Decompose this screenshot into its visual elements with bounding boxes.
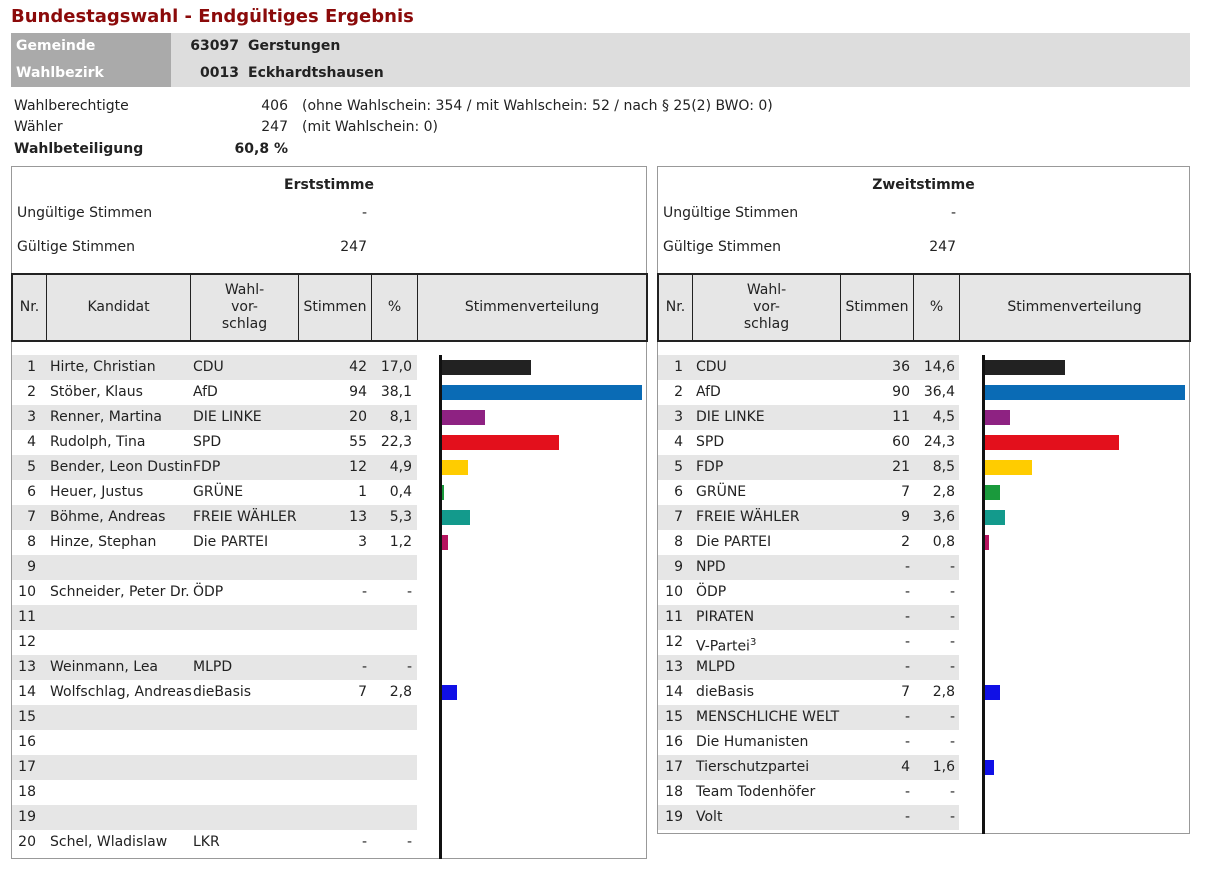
zweit-table-row (658, 730, 1189, 755)
zweitstimme-panel (657, 166, 1190, 834)
votes-count: 2 (901, 534, 910, 550)
zweit-ungueltig-label: Ungültige Stimmen (663, 205, 799, 221)
row-nr: 7 (674, 509, 683, 525)
vote-percent: 0,8 (932, 534, 955, 550)
row-nr: 7 (27, 509, 36, 525)
votes-count: 9 (901, 509, 910, 525)
zweit-table-row (658, 555, 1189, 580)
vote-percent: - (949, 609, 955, 625)
vote-bar-fdp (985, 460, 1032, 475)
erst-table-row (12, 780, 646, 805)
row-nr: 10 (665, 584, 683, 600)
party-name: Die PARTEI (193, 534, 269, 550)
votes-count: - (904, 584, 910, 600)
row-nr: 9 (674, 559, 683, 575)
candidate-name: Schel, Wladislaw (50, 834, 168, 850)
zweit-table-row (658, 755, 1189, 780)
votes-count: 94 (349, 384, 367, 400)
zweit-col-wahl-line3: schlag (743, 316, 790, 332)
votes-count: 36 (892, 359, 910, 375)
zweit-gueltig-value: 247 (929, 239, 956, 255)
row-nr: 5 (674, 459, 683, 475)
row-nr: 4 (27, 434, 36, 450)
row-nr: 16 (665, 734, 683, 750)
votes-count: 55 (349, 434, 367, 450)
erst-table-row (12, 680, 646, 705)
row-nr: 13 (665, 659, 683, 675)
row-nr: 5 (27, 459, 36, 475)
vote-bar-diebasis (985, 685, 1000, 700)
row-nr: 4 (674, 434, 683, 450)
party-name: GRÜNE (193, 484, 244, 500)
zweit-col-pct: % (914, 275, 960, 340)
vote-percent: 5,3 (389, 509, 412, 525)
row-nr: 8 (674, 534, 683, 550)
vote-percent: - (949, 809, 955, 825)
zweit-table-row (658, 580, 1189, 605)
row-nr: 9 (27, 559, 36, 575)
erst-col-wahlvorschlag (191, 275, 299, 340)
zweit-table-header (657, 273, 1191, 342)
vote-bar-grüne (442, 485, 444, 500)
votes-count: 7 (901, 484, 910, 500)
votes-count: - (361, 834, 367, 850)
row-nr: 17 (665, 759, 683, 775)
zweit-table-row (658, 630, 1189, 655)
erst-table-row (12, 605, 646, 630)
erst-col-verteilung: Stimmenverteilung (464, 299, 600, 315)
waehler-value: 247 (261, 119, 288, 135)
votes-count: 12 (349, 459, 367, 475)
erst-table-row (12, 755, 646, 780)
party-name: DIE LINKE (696, 409, 765, 425)
vote-percent: 2,8 (932, 484, 955, 500)
row-shade (12, 805, 417, 830)
zweit-table-row (658, 780, 1189, 805)
candidate-name: Böhme, Andreas (50, 509, 166, 525)
erststimme-title: Erststimme (284, 177, 374, 193)
votes-count: 3 (358, 534, 367, 550)
waehler-note: (mit Wahlschein: 0) (302, 119, 438, 135)
votes-count: 20 (349, 409, 367, 425)
party-name: Team Todenhöfer (696, 784, 816, 800)
zweit-gueltig-label: Gültige Stimmen (663, 239, 781, 255)
vote-percent: 1,2 (389, 534, 412, 550)
row-nr: 6 (674, 484, 683, 500)
candidate-name: Hirte, Christian (50, 359, 156, 375)
zweit-col-wahlvorschlag (693, 275, 841, 340)
erst-table-row (12, 655, 646, 680)
wahlberechtigte-label: Wahlberechtigte (14, 98, 129, 114)
wahlberechtigte-value: 406 (261, 98, 288, 114)
row-shade (12, 555, 417, 580)
party-name: Tierschutzpartei (696, 759, 810, 775)
party-name: dieBasis (193, 684, 252, 700)
vote-bar-diebasis (442, 685, 457, 700)
vote-percent: 2,8 (389, 684, 412, 700)
vote-bar-spd (442, 435, 559, 450)
vote-bar-afd (985, 385, 1185, 400)
wahlberechtigte-note: (ohne Wahlschein: 354 / mit Wahlschein: 52 / nach § 25(2) BWO: 0) (302, 98, 773, 114)
vote-bar-tierschutzpartei (985, 760, 994, 775)
party-name: SPD (696, 434, 725, 450)
vote-percent: - (406, 584, 412, 600)
vote-percent: 2,8 (932, 684, 955, 700)
votes-count: - (904, 734, 910, 750)
party-name: AfD (193, 384, 218, 400)
party-name: PIRATEN (696, 609, 755, 625)
erst-table-row (12, 580, 646, 605)
wahlbeteiligung-label: Wahlbeteiligung (14, 141, 144, 157)
row-nr: 19 (18, 809, 36, 825)
vote-percent: 24,3 (923, 434, 955, 450)
vote-bar-grüne (985, 485, 1000, 500)
row-nr: 15 (665, 709, 683, 725)
party-name: SPD (193, 434, 222, 450)
footnote-marker: 3 (749, 637, 757, 648)
zweit-table-row (658, 355, 1189, 380)
votes-count: - (904, 609, 910, 625)
row-nr: 6 (27, 484, 36, 500)
wahlbeteiligung-value: 60,8 % (234, 141, 288, 157)
erst-table-row (12, 505, 646, 530)
votes-count: 42 (349, 359, 367, 375)
votes-count: 21 (892, 459, 910, 475)
row-nr: 12 (665, 634, 683, 650)
vote-percent: 14,6 (923, 359, 955, 375)
erst-table-row (12, 355, 646, 380)
zweit-table-row (658, 655, 1189, 680)
row-nr: 15 (18, 709, 36, 725)
party-name: DIE LINKE (193, 409, 262, 425)
zweitstimme-title: Zweitstimme (872, 177, 975, 193)
votes-count: - (361, 659, 367, 675)
votes-count: - (904, 709, 910, 725)
candidate-name: Renner, Martina (50, 409, 162, 425)
erst-col-wahl-line3: schlag (221, 316, 268, 332)
row-shade (12, 705, 417, 730)
row-nr: 10 (18, 584, 36, 600)
candidate-name: Rudolph, Tina (50, 434, 146, 450)
erst-col-wahl-line2: vor- (231, 299, 258, 315)
vote-bar-cdu (985, 360, 1065, 375)
erst-table-row (12, 630, 646, 655)
zweit-table-row (658, 805, 1189, 830)
party-name: FREIE WÄHLER (193, 509, 297, 525)
vote-percent: - (949, 734, 955, 750)
row-nr: 17 (18, 759, 36, 775)
row-nr: 14 (18, 684, 36, 700)
zweit-table-row (658, 705, 1189, 730)
erst-table-row (12, 830, 646, 855)
vote-bar-die-partei (442, 535, 448, 550)
erst-col-stimmen: Stimmen (299, 275, 372, 340)
zweit-table-row (658, 605, 1189, 630)
row-shade (12, 605, 417, 630)
zweit-table-row (658, 405, 1189, 430)
vote-percent: - (949, 584, 955, 600)
party-name: FREIE WÄHLER (696, 509, 800, 525)
vote-percent: 4,9 (389, 459, 412, 475)
votes-count: - (361, 584, 367, 600)
party-name: dieBasis (696, 684, 755, 700)
votes-count: 7 (901, 684, 910, 700)
candidate-name: Schneider, Peter Dr. (50, 584, 190, 600)
erst-col-pct: % (372, 275, 418, 340)
erst-table-row (12, 805, 646, 830)
row-nr: 19 (665, 809, 683, 825)
party-name: AfD (696, 384, 721, 400)
vote-bar-cdu (442, 360, 531, 375)
vote-percent: - (949, 559, 955, 575)
erst-ungueltig-value: - (361, 205, 367, 221)
row-nr: 11 (665, 609, 683, 625)
erst-table-row (12, 555, 646, 580)
vote-bar-afd (442, 385, 642, 400)
party-name: Die PARTEI (696, 534, 772, 550)
candidate-name: Wolfschlag, Andreas (50, 684, 192, 700)
party-name: Volt (696, 809, 723, 825)
zweit-table-row (658, 530, 1189, 555)
row-nr: 3 (27, 409, 36, 425)
votes-count: 7 (358, 684, 367, 700)
votes-count: 1 (358, 484, 367, 500)
votes-count: 11 (892, 409, 910, 425)
party-name: MLPD (696, 659, 736, 675)
erst-table-row (12, 530, 646, 555)
vote-percent: 0,4 (389, 484, 412, 500)
vote-percent: - (949, 709, 955, 725)
votes-count: - (904, 784, 910, 800)
vote-percent: 8,1 (389, 409, 412, 425)
zweit-col-stimmen: Stimmen (841, 275, 914, 340)
zweit-col-verteilung: Stimmenverteilung (1007, 299, 1142, 315)
erst-table-row (12, 705, 646, 730)
party-name: MLPD (193, 659, 233, 675)
votes-count: - (904, 559, 910, 575)
vote-percent: 17,0 (380, 359, 412, 375)
votes-count: - (904, 809, 910, 825)
erst-col-nr: Nr. (13, 275, 47, 340)
vote-percent: - (949, 784, 955, 800)
candidate-name: Heuer, Justus (50, 484, 144, 500)
wahlbezirk-label: Wahlbezirk (11, 60, 171, 87)
row-nr: 8 (27, 534, 36, 550)
row-nr: 20 (18, 834, 36, 850)
zweit-table-row (658, 480, 1189, 505)
party-name: GRÜNE (696, 484, 747, 500)
votes-count: 4 (901, 759, 910, 775)
party-name: Die Humanisten (696, 734, 809, 750)
vote-bar-die-linke (985, 410, 1010, 425)
page-title: Bundestagswahl - Endgültiges Ergebnis (11, 6, 414, 27)
erst-table-row (12, 405, 646, 430)
vote-bar-die-partei (985, 535, 989, 550)
zweit-col-wahl-line2: vor- (753, 299, 780, 315)
votes-count: 13 (349, 509, 367, 525)
erststimme-panel (11, 166, 647, 859)
vote-percent: 38,1 (380, 384, 412, 400)
votes-count: 60 (892, 434, 910, 450)
party-name: MENSCHLICHE WELT (696, 709, 840, 725)
zweit-col-wahl-line1: Wahl- (746, 282, 787, 298)
vote-percent: 22,3 (380, 434, 412, 450)
vote-percent: 36,4 (923, 384, 955, 400)
votes-count: - (904, 634, 910, 650)
party-name: ÖDP (696, 584, 727, 600)
erst-gueltig-label: Gültige Stimmen (17, 239, 135, 255)
vote-percent: 4,5 (932, 409, 955, 425)
row-shade (12, 755, 417, 780)
erst-table-row (12, 480, 646, 505)
row-nr: 14 (665, 684, 683, 700)
wahlbezirk-name: Eckhardtshausen (248, 65, 384, 81)
erst-col-kandidat: Kandidat (47, 275, 191, 340)
row-nr: 3 (674, 409, 683, 425)
vote-percent: - (406, 659, 412, 675)
erst-table-row (12, 455, 646, 480)
wahlbezirk-number: 0013 (200, 65, 239, 81)
erst-table-header (11, 273, 648, 342)
erst-ungueltig-label: Ungültige Stimmen (17, 205, 153, 221)
zweit-chart-axis (982, 355, 985, 834)
vote-percent: - (949, 659, 955, 675)
row-nr: 18 (18, 784, 36, 800)
vote-bar-spd (985, 435, 1119, 450)
zweit-table-row (658, 680, 1189, 705)
candidate-name: Stöber, Klaus (50, 384, 143, 400)
zweit-table-row (658, 505, 1189, 530)
vote-percent: - (406, 834, 412, 850)
party-name: FDP (193, 459, 221, 475)
candidate-name: Hinze, Stephan (50, 534, 157, 550)
row-nr: 1 (674, 359, 683, 375)
row-nr: 2 (27, 384, 36, 400)
votes-count: - (904, 659, 910, 675)
row-nr: 18 (665, 784, 683, 800)
gemeinde-name: Gerstungen (248, 38, 341, 54)
party-name: CDU (193, 359, 224, 375)
row-nr: 11 (18, 609, 36, 625)
waehler-label: Wähler (14, 119, 63, 135)
erst-col-wahl-line1: Wahl- (224, 282, 265, 298)
location-header (11, 33, 1190, 87)
party-name: LKR (193, 834, 220, 850)
row-nr: 2 (674, 384, 683, 400)
gemeinde-number: 63097 (190, 38, 239, 54)
vote-bar-freie-wähler (985, 510, 1005, 525)
votes-count: 90 (892, 384, 910, 400)
party-name: V-Partei$^3$ (696, 637, 757, 655)
vote-percent: 1,6 (932, 759, 955, 775)
party-name: NPD (696, 559, 726, 575)
candidate-name: Weinmann, Lea (50, 659, 159, 675)
erst-table-row (12, 730, 646, 755)
row-nr: 12 (18, 634, 36, 650)
zweit-ungueltig-value: - (950, 205, 956, 221)
party-name: ÖDP (193, 584, 224, 600)
vote-percent: 8,5 (932, 459, 955, 475)
candidate-name: Bender, Leon Dustin (50, 459, 193, 475)
erst-chart-axis (439, 355, 442, 859)
vote-bar-freie-wähler (442, 510, 470, 525)
row-nr: 1 (27, 359, 36, 375)
party-name: FDP (696, 459, 724, 475)
vote-bar-die-linke (442, 410, 485, 425)
erst-gueltig-value: 247 (340, 239, 367, 255)
row-nr: 16 (18, 734, 36, 750)
vote-percent: 3,6 (932, 509, 955, 525)
vote-percent: - (949, 634, 955, 650)
gemeinde-label: Gemeinde (11, 33, 171, 60)
party-name: CDU (696, 359, 727, 375)
vote-bar-fdp (442, 460, 468, 475)
zweit-table-row (658, 455, 1189, 480)
zweit-col-nr: Nr. (659, 275, 693, 340)
row-nr: 13 (18, 659, 36, 675)
